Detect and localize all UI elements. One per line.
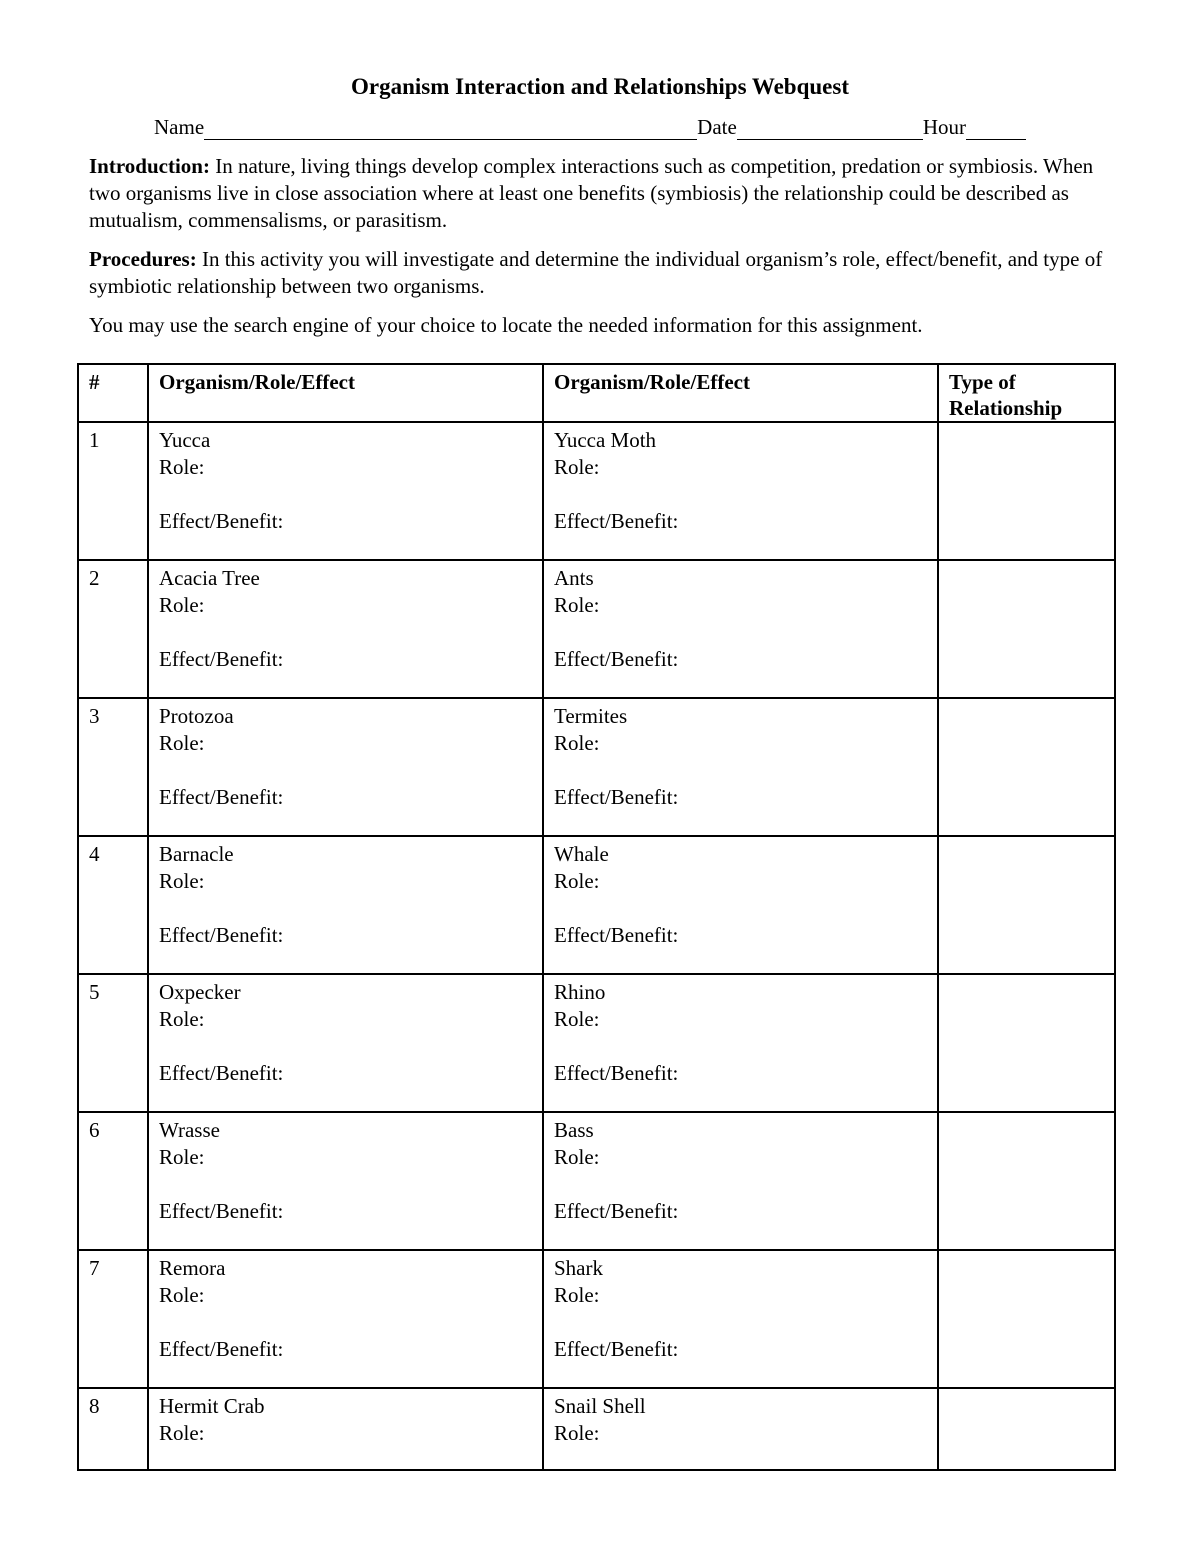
organism-cell[interactable] <box>543 422 938 560</box>
role-answer-space <box>159 1309 532 1336</box>
name-label: Name <box>154 115 205 139</box>
role-answer-space <box>554 757 927 784</box>
organism-cell[interactable] <box>148 698 543 836</box>
organism-cell[interactable] <box>543 560 938 698</box>
row-number: 1 <box>78 422 148 560</box>
role-label: Role: <box>159 731 205 755</box>
relationship-type-cell[interactable] <box>938 422 1115 560</box>
relationship-type-cell[interactable] <box>938 974 1115 1112</box>
search-note: You may use the search engine of your choice to locate the needed information for this assignment. <box>89 313 923 337</box>
organism-name: Bass <box>554 1118 594 1142</box>
organism-cell[interactable] <box>543 1112 938 1250</box>
organism-name: Snail Shell <box>554 1394 646 1418</box>
relationship-type-cell[interactable] <box>938 1112 1115 1250</box>
role-label: Role: <box>159 1007 205 1031</box>
effect-benefit-label: Effect/Benefit: <box>159 647 284 671</box>
role-answer-space <box>159 619 532 646</box>
table-row <box>78 560 1115 698</box>
row-number: 2 <box>78 560 148 698</box>
organism-name: Protozoa <box>159 704 234 728</box>
procedures-text: In this activity you will investigate and determine the individual organism’s role, effect/benefit, and type of symbiotic relationship between two organisms. <box>89 247 1103 298</box>
effect-benefit-label: Effect/Benefit: <box>159 509 284 533</box>
organism-cell[interactable] <box>543 836 938 974</box>
organism-name: Barnacle <box>159 842 234 866</box>
relationship-type-cell[interactable] <box>938 836 1115 974</box>
relationship-type-cell[interactable] <box>938 1388 1115 1470</box>
relationship-type-cell[interactable] <box>938 698 1115 836</box>
role-label: Role: <box>554 1145 600 1169</box>
organism-name: Whale <box>554 842 609 866</box>
role-label: Role: <box>159 593 205 617</box>
table-row <box>78 1388 1115 1470</box>
role-label: Role: <box>159 1283 205 1307</box>
role-answer-space <box>554 481 927 508</box>
header-number: # <box>78 364 148 422</box>
effect-benefit-label: Effect/Benefit: <box>554 1199 679 1223</box>
organism-name: Wrasse <box>159 1118 220 1142</box>
organism-name: Yucca <box>159 428 211 452</box>
organism-cell[interactable] <box>543 974 938 1112</box>
relationship-type-cell[interactable] <box>938 1250 1115 1388</box>
role-label: Role: <box>554 593 600 617</box>
organism-cell[interactable] <box>148 1112 543 1250</box>
role-label: Role: <box>554 1283 600 1307</box>
role-label: Role: <box>554 731 600 755</box>
effect-benefit-label: Effect/Benefit: <box>554 1337 679 1361</box>
table-row <box>78 422 1115 560</box>
relationship-type-cell[interactable] <box>938 560 1115 698</box>
role-label: Role: <box>554 869 600 893</box>
organism-name: Hermit Crab <box>159 1394 265 1418</box>
role-answer-space <box>159 1033 532 1060</box>
role-label: Role: <box>554 1421 600 1445</box>
organism-name: Oxpecker <box>159 980 241 1004</box>
effect-benefit-label: Effect/Benefit: <box>159 1337 284 1361</box>
hour-field[interactable] <box>966 119 1026 140</box>
effect-benefit-label: Effect/Benefit: <box>554 1061 679 1085</box>
effect-benefit-label: Effect/Benefit: <box>159 1199 284 1223</box>
name-field[interactable] <box>204 119 697 140</box>
organism-cell[interactable] <box>148 1388 543 1470</box>
table-row <box>78 974 1115 1112</box>
introduction-paragraph <box>89 153 1119 234</box>
introduction-text: In nature, living things develop complex interactions such as competition, predation or symbiosis. When two organisms live in close association where at least one benefits (symbiosis) the relationship could be described as mutualism, commensalisms, or parasitism. <box>89 154 1094 232</box>
table-body <box>78 422 1115 1470</box>
table-row <box>78 836 1115 974</box>
organism-cell[interactable] <box>148 422 543 560</box>
row-number: 5 <box>78 974 148 1112</box>
header-relationship-type: Type of Relationship <box>938 364 1115 422</box>
introduction-label: Introduction: <box>89 154 210 178</box>
organism-name: Ants <box>554 566 594 590</box>
organism-name: Termites <box>554 704 628 728</box>
role-answer-space <box>554 1171 927 1198</box>
effect-benefit-label: Effect/Benefit: <box>554 785 679 809</box>
role-answer-space <box>159 481 532 508</box>
organism-cell[interactable] <box>148 1250 543 1388</box>
organism-name: Remora <box>159 1256 226 1280</box>
effect-benefit-label: Effect/Benefit: <box>554 923 679 947</box>
effect-benefit-label: Effect/Benefit: <box>159 785 284 809</box>
relationships-table <box>77 363 1116 1471</box>
role-answer-space <box>159 1171 532 1198</box>
row-number: 6 <box>78 1112 148 1250</box>
student-info-line <box>154 115 1026 140</box>
effect-benefit-label: Effect/Benefit: <box>159 923 284 947</box>
organism-name: Rhino <box>554 980 606 1004</box>
header-organism-1: Organism/Role/Effect <box>148 364 543 422</box>
effect-benefit-label: Effect/Benefit: <box>554 647 679 671</box>
role-answer-space <box>159 895 532 922</box>
effect-benefit-label: Effect/Benefit: <box>159 1061 284 1085</box>
organism-cell[interactable] <box>543 698 938 836</box>
row-number: 7 <box>78 1250 148 1388</box>
role-answer-space <box>554 1309 927 1336</box>
hour-label: Hour <box>922 115 966 139</box>
table-row <box>78 1112 1115 1250</box>
header-organism-2: Organism/Role/Effect <box>543 364 938 422</box>
procedures-paragraph <box>89 246 1119 300</box>
role-label: Role: <box>554 455 600 479</box>
effect-benefit-label: Effect/Benefit: <box>554 509 679 533</box>
procedures-label: Procedures: <box>89 247 197 271</box>
role-answer-space <box>554 895 927 922</box>
table-header-row <box>78 364 1115 422</box>
date-label: Date <box>697 115 737 139</box>
page-title: Organism Interaction and Relationships Webquest <box>351 74 849 99</box>
role-label: Role: <box>159 455 205 479</box>
organism-name: Yucca Moth <box>554 428 657 452</box>
organism-name: Acacia Tree <box>159 566 260 590</box>
role-label: Role: <box>159 1145 205 1169</box>
table-row <box>78 698 1115 836</box>
organism-name: Shark <box>554 1256 603 1280</box>
organism-cell[interactable] <box>148 560 543 698</box>
organism-cell[interactable] <box>543 1388 938 1470</box>
organism-cell[interactable] <box>148 836 543 974</box>
table-row <box>78 1250 1115 1388</box>
organism-cell[interactable] <box>543 1250 938 1388</box>
role-answer-space <box>554 1033 927 1060</box>
date-field[interactable] <box>737 119 923 140</box>
role-label: Role: <box>554 1007 600 1031</box>
role-answer-space <box>554 619 927 646</box>
organism-cell[interactable] <box>148 974 543 1112</box>
row-number: 4 <box>78 836 148 974</box>
role-label: Role: <box>159 869 205 893</box>
row-number: 8 <box>78 1388 148 1470</box>
row-number: 3 <box>78 698 148 836</box>
role-label: Role: <box>159 1421 205 1445</box>
role-answer-space <box>159 757 532 784</box>
